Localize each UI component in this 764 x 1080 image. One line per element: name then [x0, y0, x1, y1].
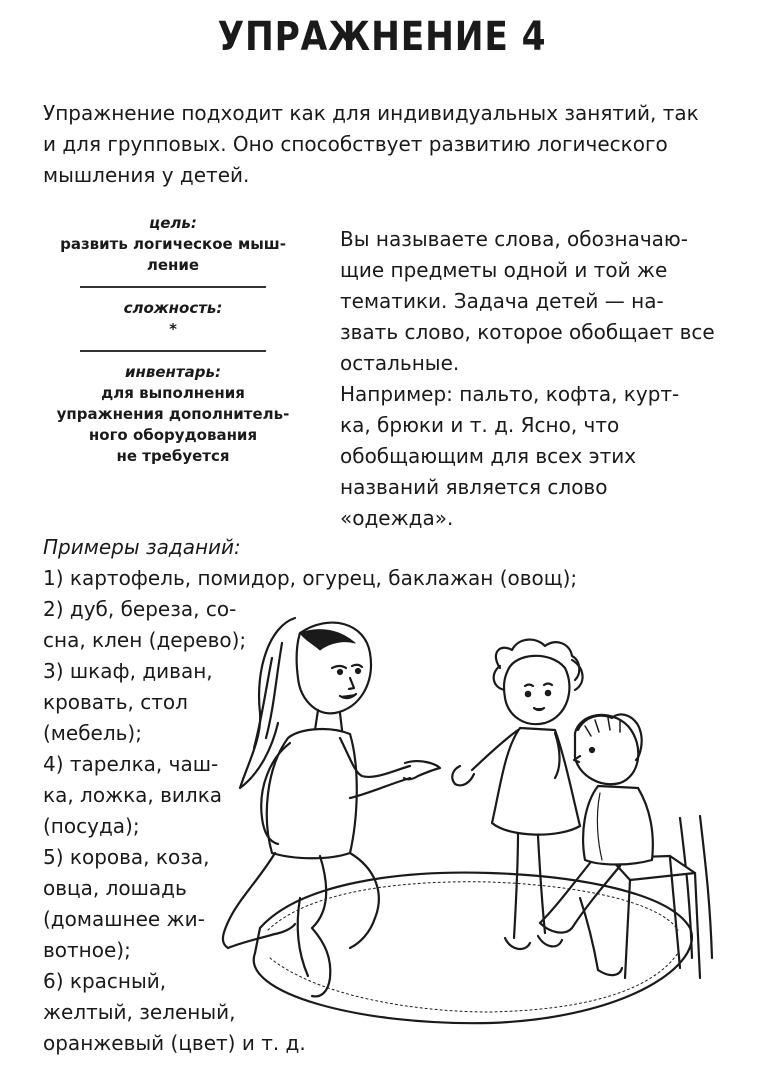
- info-divider: [80, 350, 266, 352]
- example-line: ка, ложка, вилка: [43, 783, 223, 807]
- example-line: 4) тарелка, чаш-: [43, 752, 219, 776]
- example-line: желтый, зеленый,: [43, 1000, 236, 1024]
- example-line: вотное);: [43, 938, 131, 962]
- example-line: оранжевый (цвет) и т. д.: [43, 1031, 306, 1055]
- page-title: УПРАЖНЕНИЕ 4: [217, 14, 547, 60]
- description-paragraph: [340, 224, 730, 534]
- inventory-label: инвентарь:: [125, 363, 221, 381]
- description-line: Например: пальто, кофта, курт-: [340, 382, 680, 406]
- illustration-woman-and-children: [200, 598, 730, 1038]
- example-line: кровать, стол: [43, 690, 188, 714]
- intro-line: мышления у детей.: [43, 163, 250, 187]
- intro-line: и для групповых. Оно способствует развитию логического: [43, 132, 668, 156]
- example-line: (посуда);: [43, 814, 140, 838]
- woman-illustration: [223, 618, 440, 996]
- examples-heading: Примеры заданий:: [43, 535, 241, 559]
- goal-label: цель:: [149, 214, 197, 232]
- example-line: 6) красный,: [43, 969, 167, 993]
- goal-value-line: развить логическое мыш-: [60, 235, 286, 253]
- intro-paragraph: [43, 98, 733, 191]
- example-line: 1) картофель, помидор, огурец, баклажан (овощ);: [43, 566, 578, 590]
- inventory-value-line: ного оборудования: [88, 426, 258, 444]
- intro-line: Упражнение подходит как для индивидуальных занятий, так: [43, 101, 699, 125]
- boy-illustration: [540, 714, 712, 978]
- example-line: овца, лошадь: [43, 876, 187, 900]
- description-line: щие предметы одной и той же: [340, 258, 668, 282]
- girl-illustration: [452, 640, 582, 949]
- description-line: обобщающим для всех этих: [340, 444, 637, 468]
- description-line: ка, брюки и т. д. Ясно, что: [340, 413, 620, 437]
- description-line: остальные.: [340, 351, 460, 375]
- exercise-info-panel: [38, 213, 308, 467]
- goal-value-line: ление: [146, 256, 200, 274]
- inventory-value-line: упражнения дополнитель-: [56, 405, 290, 423]
- example-line: (мебель);: [43, 721, 142, 745]
- info-divider: [80, 286, 266, 288]
- description-line: тематики. Задача детей — на-: [340, 289, 664, 313]
- description-line: «одежда».: [340, 506, 454, 530]
- description-line: звать слово, которое обобщает все: [340, 320, 715, 344]
- example-line: 3) шкаф, диван,: [43, 659, 213, 683]
- description-line: названий является слово: [340, 475, 608, 499]
- difficulty-label: сложность:: [123, 299, 223, 317]
- inventory-value-line: не требуется: [116, 447, 230, 465]
- example-line: 2) дуб, береза, со-: [43, 597, 237, 621]
- difficulty-value: *: [169, 320, 177, 338]
- inventory-value-line: для выполнения: [101, 384, 245, 402]
- example-line: (домашнее жи-: [43, 907, 205, 931]
- description-line: Вы называете слова, обозначаю-: [340, 227, 688, 251]
- example-line: сна, клен (дерево);: [43, 628, 247, 652]
- example-line: 5) корова, коза,: [43, 845, 210, 869]
